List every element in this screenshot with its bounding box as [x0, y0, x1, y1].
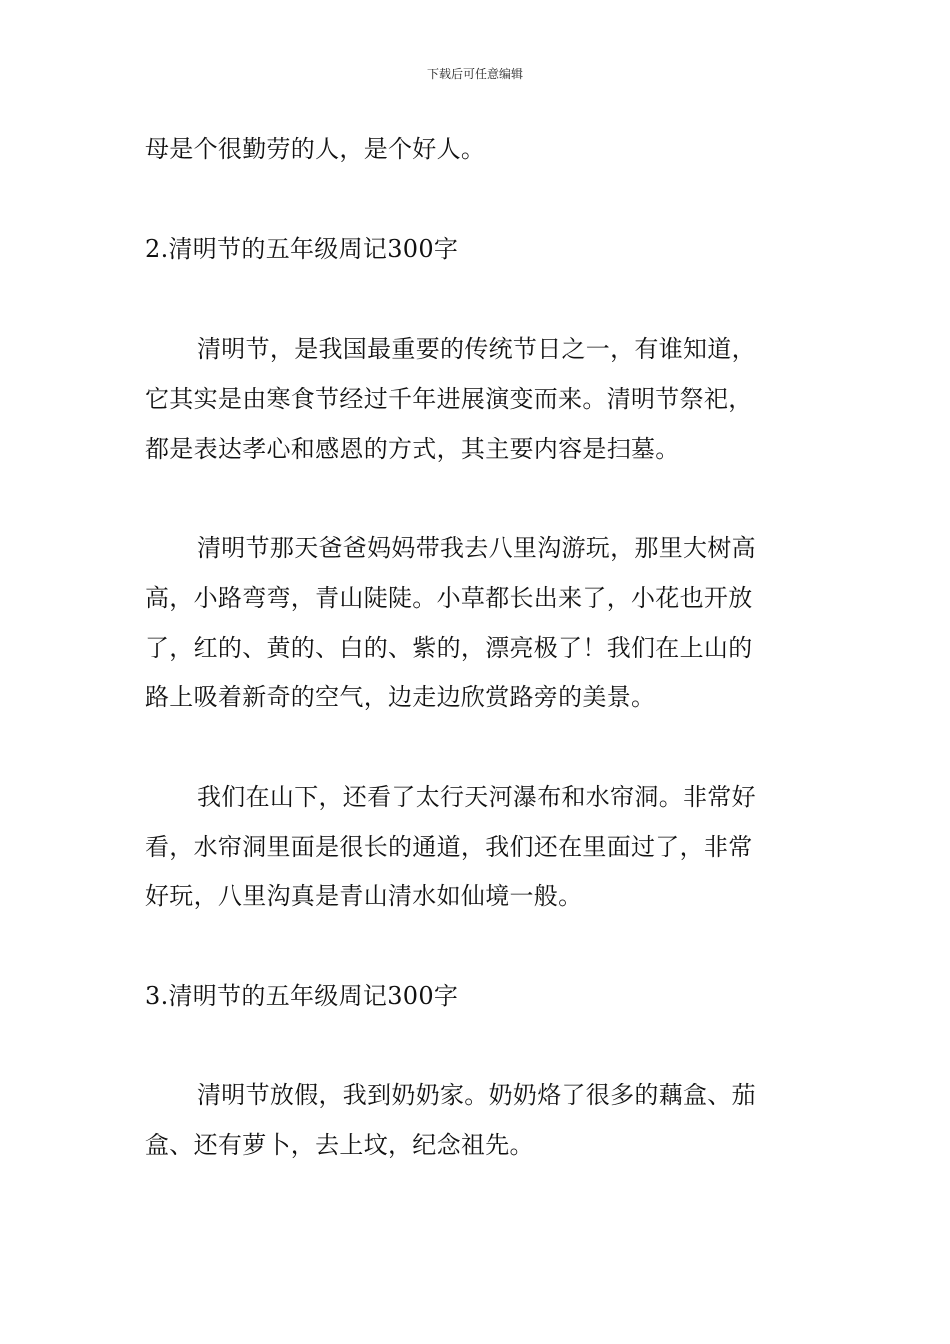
paragraph-line: 盒、还有萝卜，去上坟，纪念祖先。 [145, 1131, 534, 1159]
paragraph-line: 好玩，八里沟真是青山清水如仙境一般。 [145, 882, 583, 910]
paragraph-line: 清明节，是我国最重要的传统节日之一，有谁知道， [197, 335, 756, 363]
paragraph-line: 母是个很勤劳的人，是个好人。 [145, 135, 486, 163]
paragraph-line: 了，红的、黄的、白的、紫的，漂亮极了！我们在上山的 [145, 634, 753, 662]
paragraph-line: 路上吸着新奇的空气，边走边欣赏路旁的美景。 [145, 683, 656, 711]
paragraph-line: 清明节放假，我到奶奶家。奶奶烙了很多的藕盒、茄 [197, 1081, 756, 1109]
paragraph-line: 它其实是由寒食节经过千年进展演变而来。清明节祭祀， [145, 385, 753, 413]
paragraph-line: 清明节那天爸爸妈妈带我去八里沟游玩，那里大树高 [197, 534, 756, 562]
paragraph-line: 都是表达孝心和感恩的方式，其主要内容是扫墓。 [145, 435, 680, 463]
page-header-note: 下载后可任意编辑 [426, 67, 523, 81]
section-heading: 2.清明节的五年级周记300字 [145, 235, 459, 263]
section-heading: 3.清明节的五年级周记300字 [145, 982, 459, 1010]
paragraph-line: 看，水帘洞里面是很长的通道，我们还在里面过了，非常 [145, 833, 753, 861]
paragraph-line: 高，小路弯弯，青山陡陡。小草都长出来了，小花也开放 [145, 584, 753, 612]
paragraph-line: 我们在山下，还看了太行天河瀑布和水帘洞。非常好 [197, 783, 756, 811]
